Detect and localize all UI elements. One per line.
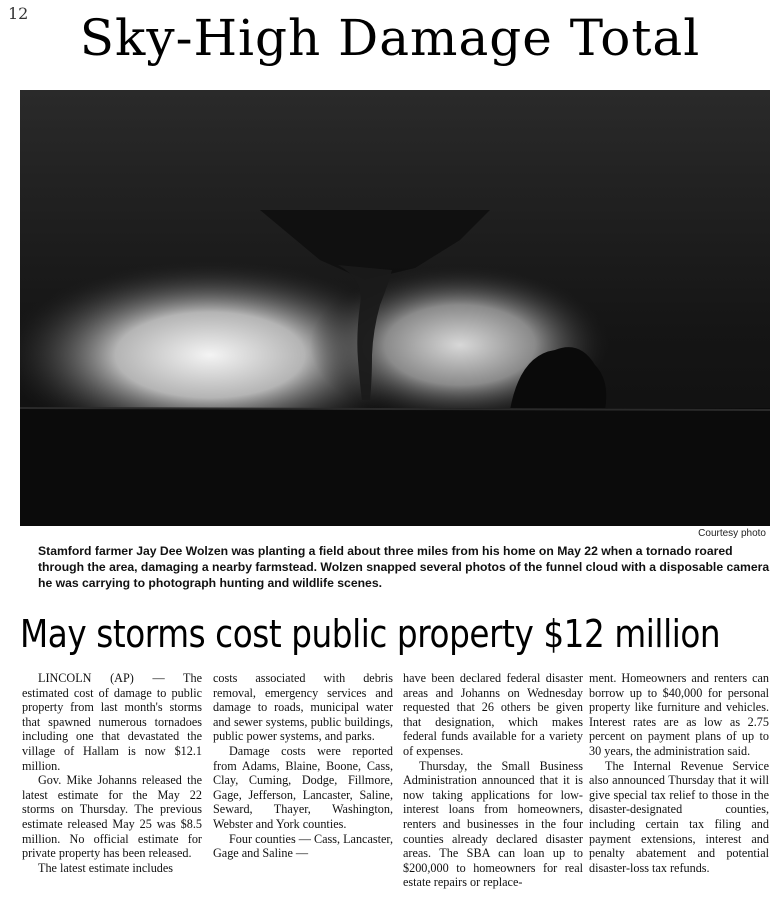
caption-line: Stamford farmer Jay Dee Wolzen was planting a field about three miles from his home on May 22 when a tornado roared [38, 544, 733, 558]
photo-caption [38, 543, 773, 591]
story-headline: May storms cost public property $12 million [20, 612, 721, 656]
article-column-2 [213, 671, 393, 861]
paragraph: The latest estimate includes [38, 860, 174, 875]
caption-line: he was carrying to photograph hunting and wildlife scenes. [38, 576, 382, 590]
paragraph: Gov. Mike Johanns released the latest estimate for the May 22 storms on Thursday. The previous estimate released May 25 was $8.5 million. No official estimate for private property has been released. [22, 773, 202, 861]
article-column-4 [589, 671, 769, 875]
article-body [22, 671, 772, 896]
caption-line: through the area, damaging a nearby farmstead. Wolzen snapped several photos of the funnel cloud with a disposable camera [38, 560, 770, 574]
paragraph: The Internal Revenue Service also announced Thursday that it will give special tax relief to those in the disaster-designated counties, including certain tax filing and payment extensions, interest and penalty abatement and potential disaster-loss tax refunds. [589, 758, 769, 875]
paragraph: ment. Homeowners and renters can borrow up to $40,000 for personal property like furniture and vehicles. Interest rates are as low as 2.75 percent on payment plans of up to 30 years, the administration said. [589, 671, 769, 758]
paragraph: Damage costs were reported from Adams, Blaine, Boone, Cass, Clay, Cuming, Dodge, Fillmore, Gage, Jefferson, Lancaster, Saline, Seward, Thayer, Washington, Webster and York counties. [213, 743, 393, 831]
paragraph: have been declared federal disaster areas and Johanns on Wednesday requested that 26 others be given that designation, which makes federal funds available for a variety of expenses. [403, 671, 583, 758]
photo-credit: Courtesy photo [698, 528, 766, 539]
tornado-photo [20, 90, 770, 526]
article-column-3 [403, 671, 583, 890]
paragraph: Four counties — Cass, Lancaster, Gage and Saline — [213, 831, 394, 861]
article-column-1 [22, 671, 202, 875]
paragraph: Thursday, the Small Business Administration announced that it is now taking applications for low-interest loans from homeowners, renters and businesses in the four counties already declared disaster areas. The SBA can loan up to $200,000 to homeowners for real estate repairs or replace- [403, 758, 583, 890]
page-number-mark: 12 [8, 4, 29, 23]
page-headline: Sky-High Damage Total [79, 9, 701, 67]
paragraph: LINCOLN (AP) — The estimated cost of damage to public property from last month's storms that spawned numerous tornadoes including one that devastated the village of Hallam is now $12.1 million. [22, 671, 202, 773]
dark-field [20, 408, 770, 526]
paragraph: costs associated with debris removal, emergency services and damage to roads, municipal water and sewer systems, public buildings, public power systems, and parks. [213, 671, 393, 744]
